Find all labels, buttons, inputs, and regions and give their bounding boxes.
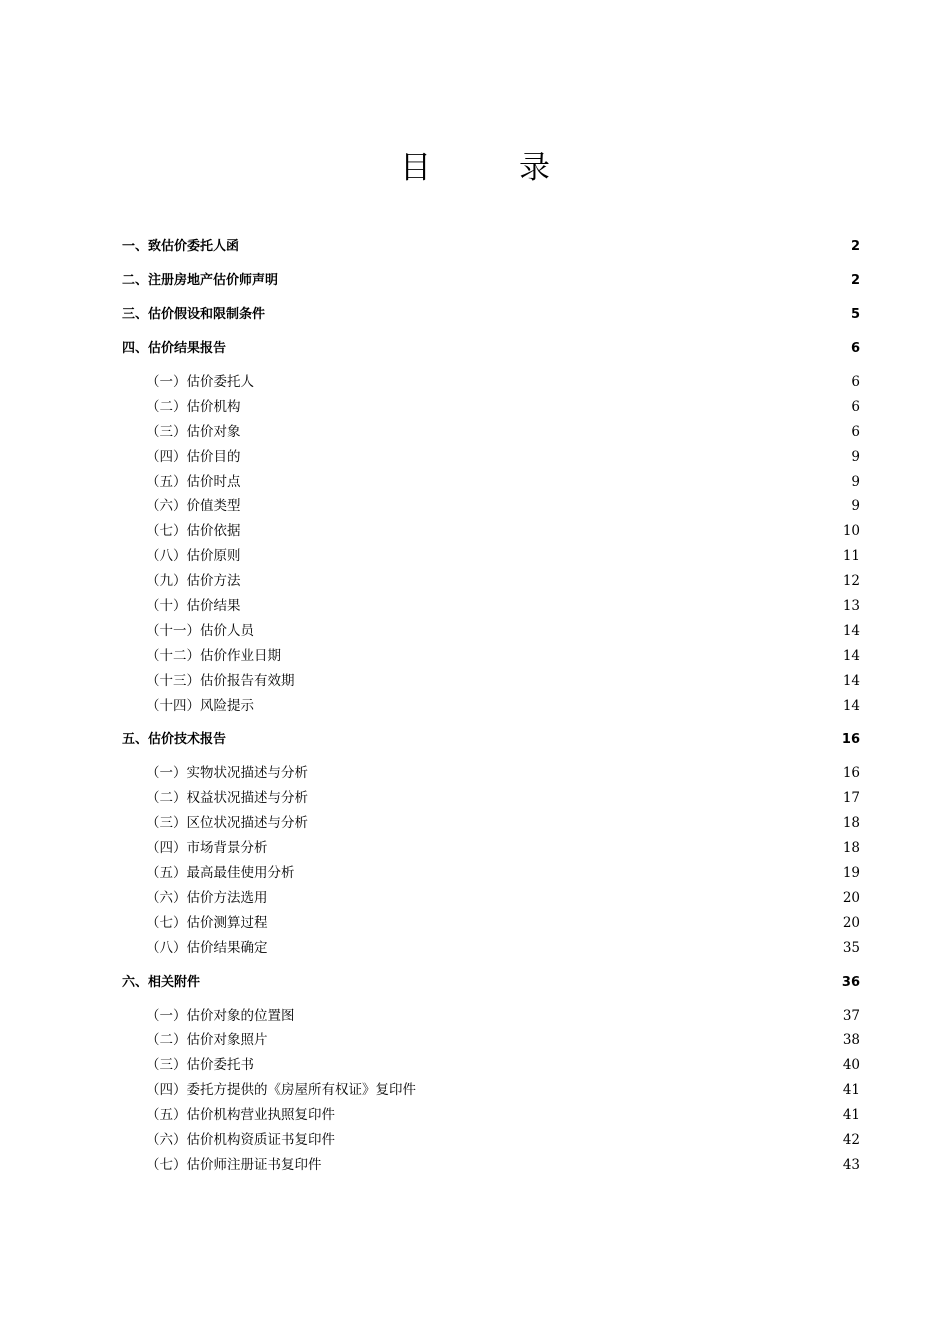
- toc-page-number: 13: [842, 598, 860, 615]
- toc-dot-leader: [269, 839, 842, 853]
- toc-subsection-entry[interactable]: [122, 569, 860, 594]
- toc-dot-leader: [201, 973, 841, 986]
- toc-dot-leader: [269, 913, 842, 927]
- toc-page-number: 9: [851, 473, 860, 490]
- toc-entry-label: （八）估价原则: [146, 548, 241, 565]
- toc-subsection-entry[interactable]: [122, 761, 860, 786]
- toc-entry-label: 四、估价结果报告: [122, 341, 227, 356]
- toc-subsection-entry[interactable]: [122, 1004, 860, 1029]
- toc-subsection-entry[interactable]: [122, 836, 860, 861]
- toc-subsection-entry[interactable]: [122, 395, 860, 420]
- toc-entry-label: （十三）估价报告有效期: [146, 672, 295, 689]
- page-title: [0, 142, 950, 187]
- toc-page-number: 16: [841, 732, 860, 748]
- toc-page-number: 6: [851, 423, 860, 440]
- toc-subsection-entry[interactable]: [122, 544, 860, 569]
- toc-page-number: 12: [842, 573, 860, 590]
- toc-subsection-entry[interactable]: [122, 886, 860, 911]
- toc-page-number: 40: [842, 1057, 860, 1074]
- toc-subsection-entry[interactable]: [122, 911, 860, 936]
- toc-dot-leader: [309, 814, 842, 828]
- toc-subsection-entry[interactable]: [122, 669, 860, 694]
- toc-dot-leader: [255, 373, 850, 387]
- toc-dot-leader: [336, 1131, 842, 1145]
- toc-dot-leader: [279, 271, 850, 284]
- toc-page-number: 9: [851, 448, 860, 465]
- toc-page-number: 37: [842, 1007, 860, 1024]
- toc-dot-leader: [417, 1081, 842, 1095]
- toc-page-number: 41: [842, 1082, 860, 1099]
- toc-entry-label: （二）估价对象照片: [146, 1032, 268, 1049]
- toc-dot-leader: [242, 522, 842, 536]
- toc-dot-leader: [296, 671, 842, 685]
- toc-entry-label: （五）最高最佳使用分析: [146, 865, 295, 882]
- toc-dot-leader: [255, 1056, 842, 1070]
- toc-page-number: 20: [842, 914, 860, 931]
- toc-dot-leader: [240, 237, 850, 250]
- toc-section-entry[interactable]: [122, 970, 860, 995]
- toc-page-number: 17: [842, 790, 860, 807]
- toc-page-number: 5: [850, 307, 860, 322]
- toc-subsection-entry[interactable]: [122, 1078, 860, 1103]
- toc-page-number: 16: [842, 765, 860, 782]
- toc-dot-leader: [309, 764, 842, 778]
- toc-dot-leader: [309, 789, 842, 803]
- toc-dot-leader: [242, 397, 851, 411]
- toc-dot-leader: [242, 572, 842, 586]
- toc-subsection-entry[interactable]: [122, 694, 860, 719]
- toc-subsection-entry[interactable]: [122, 619, 860, 644]
- toc-page-number: 2: [850, 273, 860, 288]
- toc-entry-label: （三）区位状况描述与分析: [146, 815, 308, 832]
- toc-entry-label: （六）估价机构资质证书复印件: [146, 1132, 335, 1149]
- toc-dot-leader: [296, 864, 842, 878]
- toc-section-entry[interactable]: [122, 234, 860, 259]
- toc-section-entry[interactable]: [122, 727, 860, 752]
- toc-page-number: 36: [841, 974, 860, 990]
- toc-entry-label: （九）估价方法: [146, 573, 241, 590]
- toc-subsection-entry[interactable]: [122, 594, 860, 619]
- toc-dot-leader: [266, 305, 850, 318]
- toc-page-number: 35: [842, 939, 860, 956]
- toc-dot-leader: [242, 547, 842, 561]
- toc-subsection-entry[interactable]: [122, 370, 860, 395]
- toc-dot-leader: [269, 1031, 842, 1045]
- toc-subsection-entry[interactable]: [122, 519, 860, 544]
- toc-page-number: 2: [850, 239, 860, 254]
- toc-entry-label: （一）估价对象的位置图: [146, 1007, 295, 1024]
- toc-entry-label: （四）委托方提供的《房屋所有权证》复印件: [146, 1082, 416, 1099]
- toc-dot-leader: [269, 888, 842, 902]
- toc-dot-leader: [255, 696, 842, 710]
- toc-entry-label: （三）估价委托书: [146, 1057, 254, 1074]
- toc-dot-leader: [269, 938, 842, 952]
- toc-page-number: 10: [842, 523, 860, 540]
- toc-subsection-entry[interactable]: [122, 936, 860, 961]
- toc-entry-label: （七）估价依据: [146, 523, 241, 540]
- toc-entry-label: （三）估价对象: [146, 423, 241, 440]
- toc-subsection-entry[interactable]: [122, 1103, 860, 1128]
- toc-page-number: 42: [842, 1132, 860, 1149]
- toc-entry-label: 一、致估价委托人函: [122, 239, 240, 254]
- toc-section-entry[interactable]: [122, 268, 860, 293]
- toc-dot-leader: [336, 1106, 842, 1120]
- toc-page-number: 14: [842, 672, 860, 689]
- toc-subsection-entry[interactable]: [122, 470, 860, 495]
- toc-subsection-entry[interactable]: [122, 1153, 860, 1178]
- toc-entry-label: （二）估价机构: [146, 398, 241, 415]
- toc-entry-label: （四）估价目的: [146, 448, 241, 465]
- toc-subsection-entry[interactable]: [122, 420, 860, 445]
- toc-subsection-entry[interactable]: [122, 644, 860, 669]
- toc-entry-label: 二、注册房地产估价师声明: [122, 273, 279, 288]
- toc-entry-label: 六、相关附件: [122, 974, 201, 990]
- toc-entry-label: （十四）风险提示: [146, 697, 254, 714]
- toc-section-entry[interactable]: [122, 302, 860, 327]
- toc-entry-label: （十二）估价作业日期: [146, 647, 281, 664]
- toc-dot-leader: [323, 1155, 842, 1169]
- toc-page-number: 14: [842, 697, 860, 714]
- toc-dot-leader: [242, 472, 851, 486]
- toc-page-number: 6: [851, 398, 860, 415]
- toc-page-number: 18: [842, 840, 860, 857]
- toc-dot-leader: [227, 339, 850, 352]
- toc-dot-leader: [282, 646, 842, 660]
- toc-dot-leader: [242, 597, 842, 611]
- toc-entry-label: （十）估价结果: [146, 598, 241, 615]
- toc-dot-leader: [227, 730, 841, 743]
- toc-page-number: 38: [842, 1032, 860, 1049]
- toc-section-entry[interactable]: [122, 336, 860, 361]
- toc-entry-label: （十一）估价人员: [146, 622, 254, 639]
- toc-dot-leader: [296, 1006, 842, 1020]
- toc-subsection-entry[interactable]: [122, 811, 860, 836]
- toc-entry-label: （五）估价时点: [146, 473, 241, 490]
- toc-subsection-entry[interactable]: [122, 1028, 860, 1053]
- toc-dot-leader: [242, 497, 851, 511]
- toc-entry-label: （六）估价方法选用: [146, 889, 268, 906]
- toc-page-number: 20: [842, 889, 860, 906]
- toc-entry-label: （八）估价结果确定: [146, 939, 268, 956]
- toc-subsection-entry[interactable]: [122, 861, 860, 886]
- toc-entry-label: （七）估价测算过程: [146, 914, 268, 931]
- toc-entry-label: （七）估价师注册证书复印件: [146, 1156, 322, 1173]
- toc-subsection-entry[interactable]: [122, 494, 860, 519]
- toc-entry-label: （二）权益状况描述与分析: [146, 790, 308, 807]
- toc-dot-leader: [242, 422, 851, 436]
- toc-page-number: 41: [842, 1107, 860, 1124]
- toc-page-number: 18: [842, 815, 860, 832]
- toc-page-number: 19: [842, 865, 860, 882]
- toc-subsection-entry[interactable]: [122, 1053, 860, 1078]
- toc-subsection-entry[interactable]: [122, 1128, 860, 1153]
- toc-page-number: 6: [851, 374, 860, 390]
- toc-entry-label: （一）实物状况描述与分析: [146, 765, 308, 782]
- toc-entry-label: （五）估价机构营业执照复印件: [146, 1107, 335, 1124]
- title-char-2: 录: [519, 150, 550, 186]
- toc-page-number: 11: [842, 548, 860, 565]
- toc-entry-label: （四）市场背景分析: [146, 840, 268, 857]
- toc-dot-leader: [255, 621, 842, 635]
- toc-subsection-entry[interactable]: [122, 786, 860, 811]
- toc-subsection-entry[interactable]: [122, 445, 860, 470]
- toc-page-number: 9: [851, 498, 860, 515]
- toc-entry-label: （一）估价委托人: [146, 374, 254, 390]
- toc-entry-label: 五、估价技术报告: [122, 732, 227, 748]
- toc-page-number: 14: [842, 622, 860, 639]
- table-of-contents: [122, 234, 860, 1187]
- title-char-1: 目: [400, 150, 431, 186]
- toc-entry-label: 三、估价假设和限制条件: [122, 307, 266, 322]
- toc-page-number: 6: [850, 341, 860, 356]
- toc-page-number: 43: [842, 1156, 860, 1173]
- toc-entry-label: （六）价值类型: [146, 498, 241, 515]
- toc-dot-leader: [242, 447, 851, 461]
- toc-page-number: 14: [842, 647, 860, 664]
